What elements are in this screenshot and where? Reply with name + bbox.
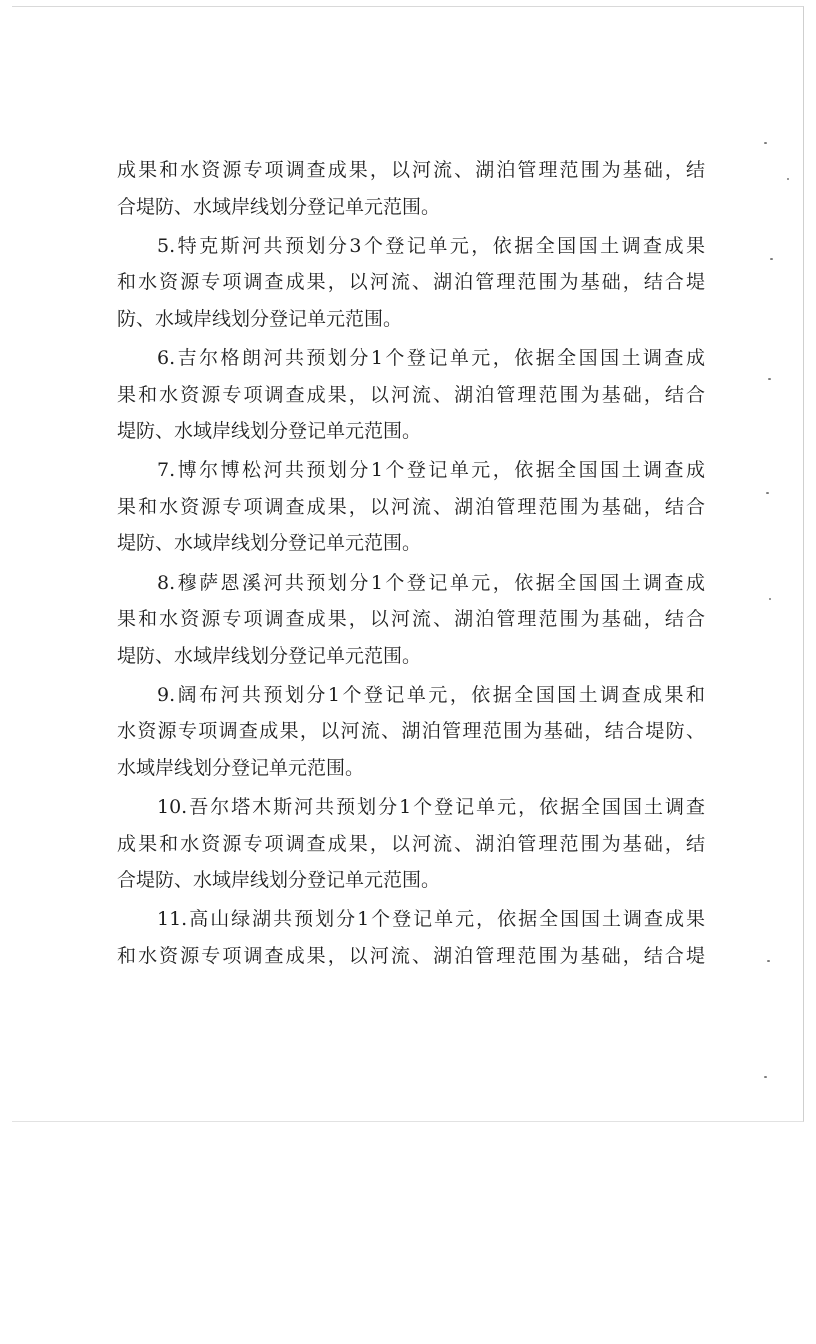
scan-speck bbox=[764, 1076, 767, 1078]
text-line: 和水资源专项调查成果，以河流、湖泊管理范围为基础，结合堤 bbox=[117, 271, 705, 294]
paragraph-item-7 bbox=[117, 452, 705, 562]
paragraph-item-9 bbox=[117, 677, 705, 787]
text-line: 8.穆萨恩溪河共预划分1个登记单元，依据全国国土调查成 bbox=[157, 571, 705, 594]
text-line: 合堤防、水域岸线划分登记单元范围。 bbox=[117, 869, 441, 892]
paragraph-item-8 bbox=[117, 565, 705, 675]
text-line: 和水资源专项调查成果，以河流、湖泊管理范围为基础，结合堤 bbox=[117, 944, 705, 967]
text-line: 果和水资源专项调查成果，以河流、湖泊管理范围为基础，结合 bbox=[117, 383, 705, 406]
text-line: 7.博尔博松河共预划分1个登记单元，依据全国国土调查成 bbox=[157, 459, 705, 482]
paragraph-item-5 bbox=[117, 228, 705, 338]
text-line: 成果和水资源专项调查成果，以河流、湖泊管理范围为基础，结 bbox=[117, 159, 705, 181]
text-line: 果和水资源专项调查成果，以河流、湖泊管理范围为基础，结合 bbox=[117, 608, 705, 631]
scan-speck bbox=[767, 960, 770, 962]
paragraph-item-10 bbox=[117, 789, 705, 899]
text-line: 成果和水资源专项调查成果，以河流、湖泊管理范围为基础，结 bbox=[117, 832, 705, 855]
text-line: 水资源专项调查成果，以河流、湖泊管理范围为基础，结合堤防、 bbox=[117, 720, 705, 743]
scan-speck bbox=[768, 378, 771, 380]
document-body bbox=[117, 152, 705, 975]
scan-speck bbox=[770, 258, 773, 260]
text-line: 11.高山绿湖共预划分1个登记单元，依据全国国土调查成果 bbox=[157, 908, 705, 931]
text-line: 堤防、水域岸线划分登记单元范围。 bbox=[117, 420, 422, 443]
paragraph-item-6 bbox=[117, 340, 705, 450]
text-line: 堤防、水域岸线划分登记单元范围。 bbox=[117, 532, 422, 555]
text-line: 6.吉尔格朗河共预划分1个登记单元，依据全国国土调查成 bbox=[157, 346, 705, 369]
scan-speck bbox=[769, 598, 771, 600]
text-line: 堤防、水域岸线划分登记单元范围。 bbox=[117, 644, 422, 667]
scan-speck bbox=[787, 178, 789, 180]
paragraph-item-11 bbox=[117, 901, 705, 974]
text-line: 防、水域岸线划分登记单元范围。 bbox=[117, 307, 403, 330]
text-line: 9.阔布河共预划分1个登记单元，依据全国国土调查成果和 bbox=[157, 683, 705, 706]
text-line: 果和水资源专项调查成果，以河流、湖泊管理范围为基础，结合 bbox=[117, 495, 705, 518]
text-line: 10.吾尔塔木斯河共预划分1个登记单元，依据全国国土调查 bbox=[157, 796, 705, 819]
scan-speck bbox=[766, 492, 769, 494]
text-line: 水域岸线划分登记单元范围。 bbox=[117, 757, 365, 779]
text-line: 5.特克斯河共预划分3个登记单元，依据全国国土调查成果 bbox=[157, 234, 705, 257]
text-line: 合堤防、水域岸线划分登记单元范围。 bbox=[117, 195, 441, 218]
paragraph-continuation bbox=[117, 152, 705, 225]
scan-speck bbox=[764, 142, 767, 144]
